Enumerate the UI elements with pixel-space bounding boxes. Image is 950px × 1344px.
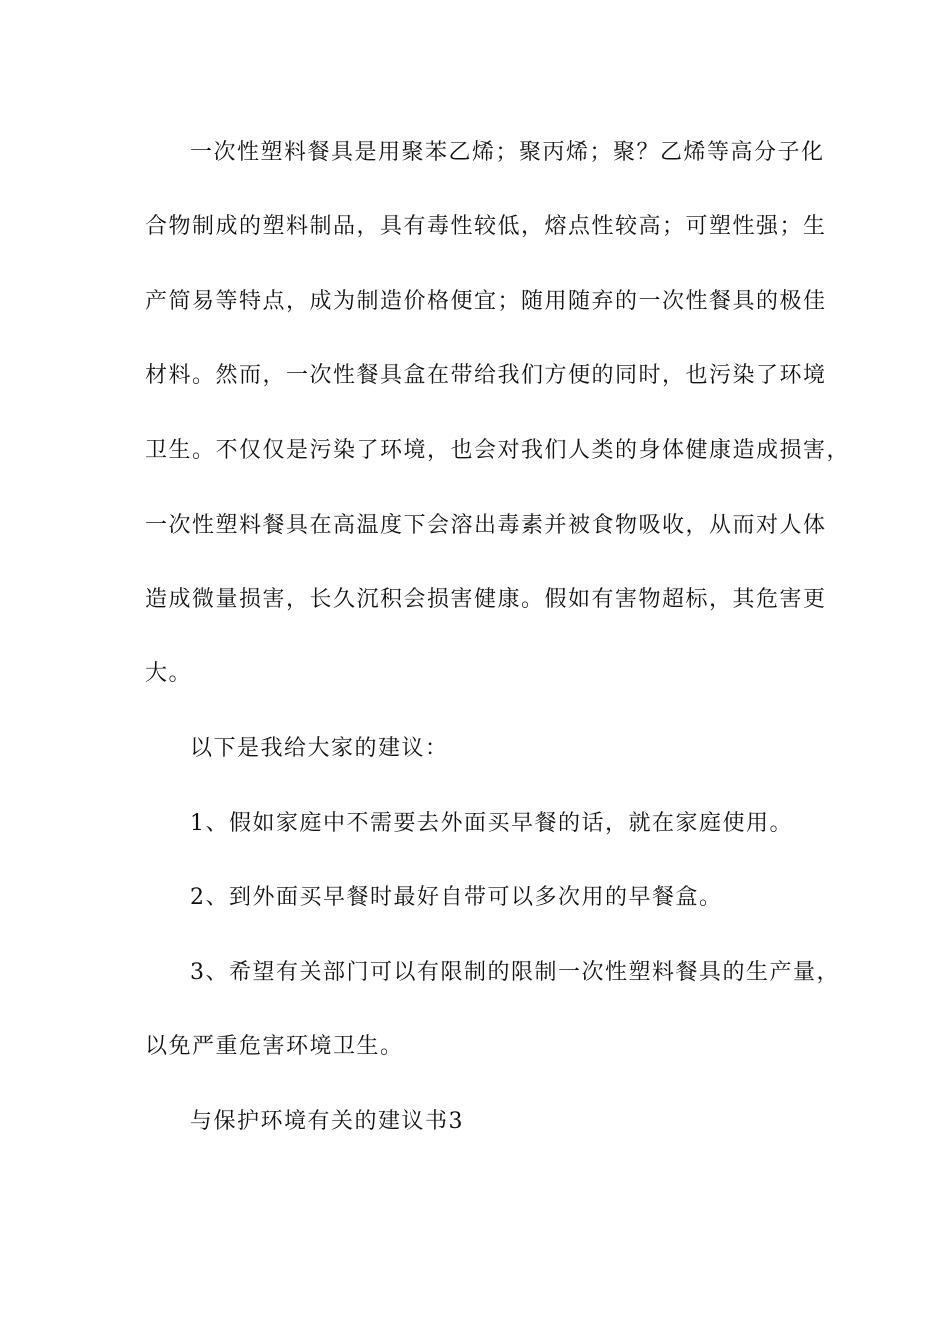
suggestion-item-2: 2、到外面买早餐时最好自带可以多次用的早餐盒。 [190, 885, 723, 910]
section-heading: 与保护环境有关的建议书3 [190, 1109, 464, 1134]
paragraph-line: 造成微量损害，长久沉积会损害健康。假如有害物超标，其危害更 [145, 587, 827, 612]
suggestion-item-3-continued: 以免严重危害环境卫生。 [145, 1034, 404, 1059]
suggestions-intro: 以下是我给大家的建议： [190, 736, 449, 761]
suggestion-item-1: 1、假如家庭中不需要去外面买早餐的话，就在家庭使用。 [190, 811, 793, 836]
paragraph-line: 卫生。不仅仅是污染了环境，也会对我们人类的身体健康造成损害， [145, 438, 851, 463]
paragraph-line: 一次性塑料餐具在高温度下会溶出毒素并被食物吸收，从而对人体 [145, 513, 827, 538]
paragraph-line: 合物制成的塑料制品，具有毒性较低，熔点性较高；可塑性强；生 [145, 214, 827, 239]
paragraph-line: 材料。然而，一次性餐具盒在带给我们方便的同时，也污染了环境 [145, 363, 827, 388]
paragraph-line: 一次性塑料餐具是用聚苯乙烯；聚丙烯；聚？乙烯等高分子化 [190, 140, 825, 165]
suggestion-item-3: 3、希望有关部门可以有限制的限制一次性塑料餐具的生产量， [190, 960, 840, 985]
paragraph-line: 产简易等特点，成为制造价格便宜；随用随弃的一次性餐具的极佳 [145, 289, 827, 314]
paragraph-line: 大。 [145, 661, 193, 686]
